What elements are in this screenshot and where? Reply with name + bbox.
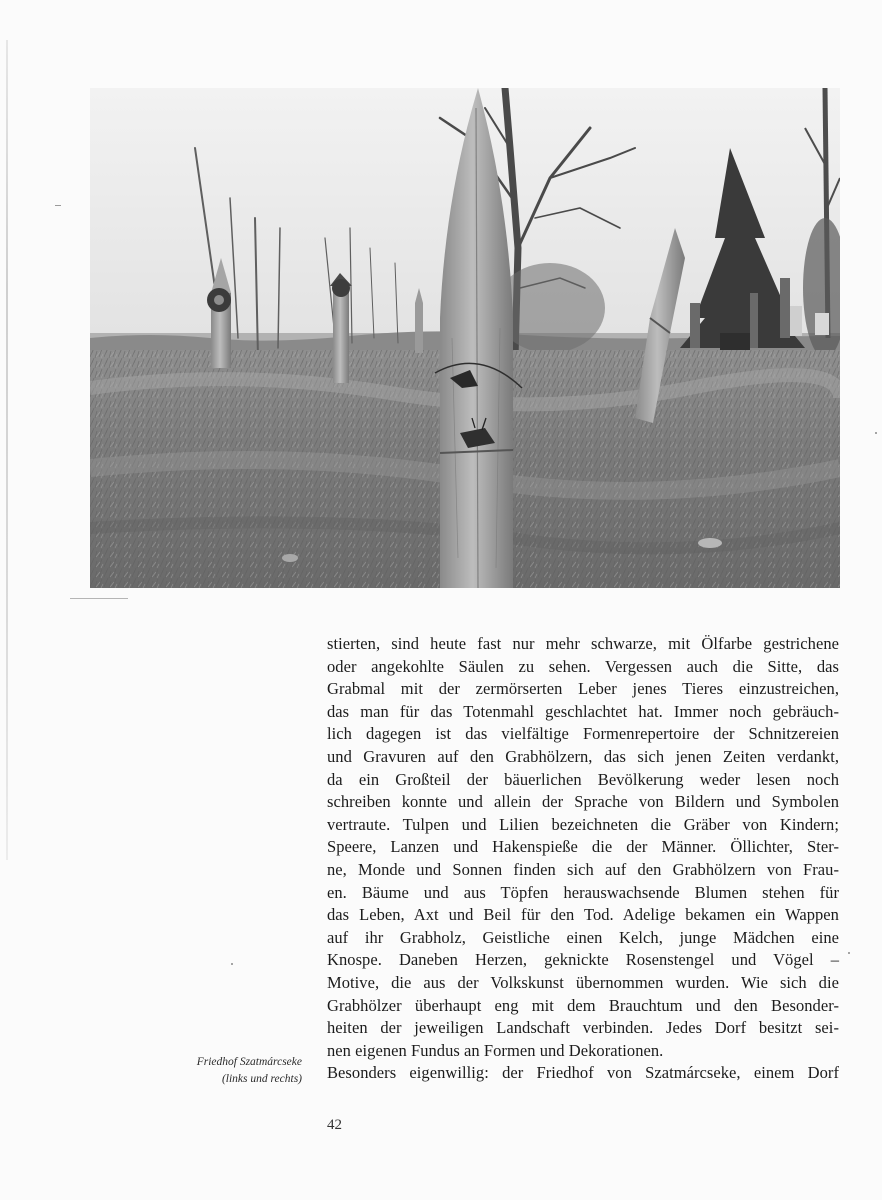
- body-line: das Leben, Axt und Beil für den Tod. Adelige bekamen ein Wappen: [327, 905, 839, 925]
- body-line: vertraute. Tulpen und Lilien bezeichneten die Gräber von Kindern;: [327, 814, 839, 834]
- scan-speck: [875, 432, 877, 434]
- photograph-icon: [90, 88, 840, 588]
- scan-speck: [848, 952, 850, 954]
- page-number: 42: [327, 1117, 342, 1133]
- body-line: oder angekohlte Säulen zu sehen. Vergessen auch die Sitte, das: [327, 656, 839, 676]
- scan-speck: [231, 963, 233, 965]
- body-line: lich dagegen ist das vielfältige Formenrepertoire der Schnitzereien: [327, 724, 839, 744]
- body-line: das man für das Totenmahl geschlachtet hat. Immer noch gebräuch-: [327, 701, 839, 721]
- photo-caption: [150, 1054, 302, 1088]
- scan-mark: [70, 598, 128, 599]
- scan-mark: [55, 205, 61, 206]
- body-line: en. Bäume und aus Töpfen herauswachsende Blumen stehen für: [327, 882, 839, 902]
- body-line: Grabmal mit der zermörserten Leber jenes Tieres einzustreichen,: [327, 679, 839, 699]
- body-line: Knospe. Daneben Herzen, geknickte Rosenstengel und Vögel –: [327, 950, 839, 970]
- body-line: schreiben konnte und allein der Sprache von Bildern und Symbolen: [327, 792, 839, 812]
- body-line: da ein Großteil der bäuerlichen Bevölkerung weder lesen noch: [327, 769, 839, 789]
- body-line: stierten, sind heute fast nur mehr schwarze, mit Ölfarbe gestrichene: [327, 634, 839, 653]
- body-line: und Gravuren auf den Grabhölzern, das sich jenen Zeiten verdankt,: [327, 746, 839, 766]
- body-line: Besonders eigenwillig: der Friedhof von Szatmárcseke, einem Dorf: [327, 1063, 839, 1083]
- cemetery-photograph: [90, 88, 840, 588]
- body-line: Motive, die aus der Volkskunst übernommen wurden. Wie sich die: [327, 972, 839, 992]
- body-line: heiten der jeweiligen Landschaft verbinden. Jedes Dorf besitzt sei-: [327, 1018, 839, 1038]
- body-line: nen eigenen Fundus an Formen und Dekorationen.: [327, 1040, 664, 1060]
- scan-edge: [6, 40, 8, 860]
- body-line: Grabhölzer überhaupt eng mit dem Brauchtum und den Besonder-: [327, 995, 839, 1015]
- body-line: ne, Monde und Sonnen finden sich auf den Grabhölzern von Frau-: [327, 859, 839, 879]
- body-line: auf ihr Grabholz, Geistliche einen Kelch, junge Mädchen eine: [327, 927, 839, 947]
- body-paragraph: [327, 633, 839, 1085]
- caption-title: Friedhof Szatmárcseke: [196, 1056, 302, 1068]
- caption-note: (links und rechts): [221, 1073, 302, 1085]
- body-line: Speere, Lanzen und Hakenspieße die der Männer. Öllichter, Ster-: [327, 837, 839, 857]
